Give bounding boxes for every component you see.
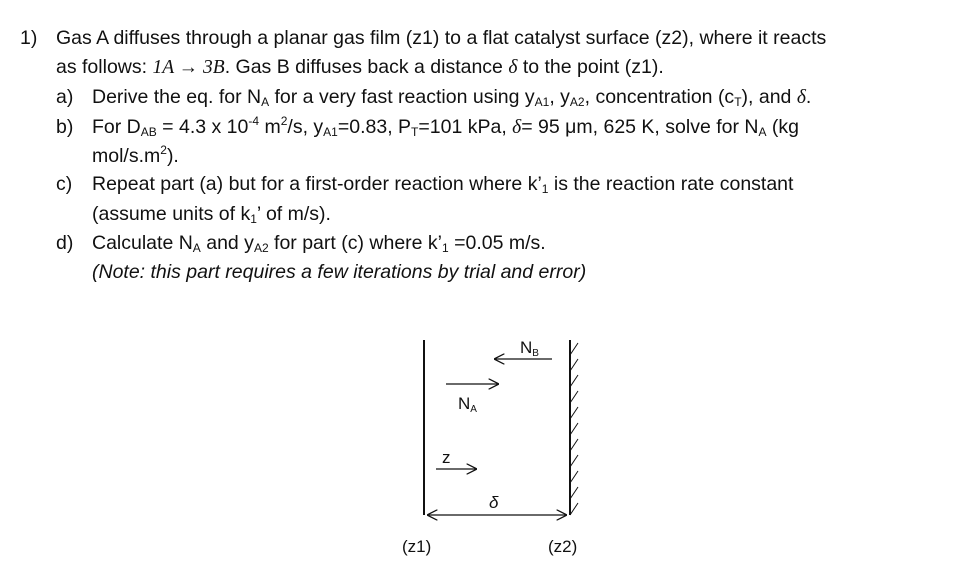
part-b-seg: ). bbox=[166, 145, 179, 167]
delta-label: δ bbox=[489, 493, 499, 512]
intro-line-1 bbox=[56, 26, 826, 50]
z1-label: (z1) bbox=[402, 537, 432, 556]
part-a-seg: , y bbox=[549, 86, 570, 108]
part-b-seg: =0.83, P bbox=[337, 116, 412, 138]
part-a-seg: . bbox=[805, 86, 812, 108]
part-b-sub: AB bbox=[140, 125, 157, 139]
part-d-text-1 bbox=[92, 231, 546, 257]
part-a-sub: A2 bbox=[569, 95, 585, 109]
part-b-sub: A1 bbox=[323, 125, 338, 139]
part-b-seg: = 95 μm, 625 K, solve for N bbox=[521, 116, 759, 138]
part-c-seg: ’ of m/s). bbox=[256, 203, 331, 225]
part-b-sub: A bbox=[758, 125, 767, 139]
part-a-text bbox=[92, 85, 811, 111]
part-b-seg: (kg bbox=[766, 116, 799, 138]
part-c-seg: (assume units of k bbox=[92, 203, 251, 225]
nb-label: NB bbox=[520, 338, 539, 359]
part-a-seg: Derive the eq. for N bbox=[92, 86, 262, 108]
part-b-seg: mol/s.m bbox=[92, 145, 161, 167]
part-b-seg: For D bbox=[92, 116, 141, 138]
part-c-label: c) bbox=[56, 173, 73, 195]
part-a-seg: ), and bbox=[741, 86, 797, 108]
reaction-equation: 1A → 3B bbox=[152, 57, 225, 78]
part-a-sub: T bbox=[734, 95, 742, 109]
intro-text-2a: as follows: bbox=[56, 56, 153, 78]
part-d-note: (Note: this part requires a few iterations by trial and error) bbox=[92, 261, 587, 283]
part-a-seg: , concentration (c bbox=[584, 86, 735, 108]
part-b-text-1 bbox=[92, 115, 799, 141]
part-b-sup: -4 bbox=[248, 114, 260, 128]
problem-number: 1) bbox=[20, 27, 38, 49]
part-a-label: a) bbox=[56, 86, 74, 108]
part-d-sub: A bbox=[192, 241, 201, 255]
part-c-seg: is the reaction rate constant bbox=[548, 173, 794, 195]
intro-text-1: Gas A diffuses through a planar gas film (z1) to a flat catalyst surface (z2), where it reacts bbox=[56, 27, 827, 49]
part-c-text-2 bbox=[92, 202, 331, 228]
part-c-sub: 1 bbox=[541, 182, 549, 196]
part-a-sub: A1 bbox=[534, 95, 550, 109]
part-d-seg: =0.05 m/s. bbox=[448, 232, 546, 254]
part-c-text-1 bbox=[92, 172, 793, 198]
part-b-seg: = 4.3 x 10 bbox=[156, 116, 249, 138]
delta-symbol: δ bbox=[796, 87, 806, 108]
intro-line-2 bbox=[56, 55, 664, 80]
part-c-seg: Repeat part (a) but for a first-order reaction where k’ bbox=[92, 173, 542, 195]
part-d-seg: and y bbox=[200, 232, 254, 254]
part-d-label: d) bbox=[56, 232, 74, 254]
part-b-text-2 bbox=[92, 144, 179, 170]
part-d-sub: A2 bbox=[253, 241, 269, 255]
part-d-sub: 1 bbox=[442, 241, 449, 255]
part-b-sub: T bbox=[411, 125, 419, 139]
part-b-seg: /s, y bbox=[287, 116, 324, 138]
catalyst-hatching bbox=[570, 343, 578, 515]
part-a-sub: A bbox=[261, 95, 270, 109]
part-b-seg: m bbox=[259, 116, 281, 138]
delta-symbol: δ bbox=[512, 117, 522, 138]
part-a-seg: for a very fast reaction using y bbox=[269, 86, 535, 108]
part-b-seg: =101 kPa, bbox=[418, 116, 513, 138]
z-label: z bbox=[442, 448, 451, 467]
na-label: NA bbox=[458, 394, 477, 415]
z2-label: (z2) bbox=[548, 537, 578, 556]
part-b-label: b) bbox=[56, 116, 74, 138]
part-b-sup: 2 bbox=[280, 114, 288, 128]
delta-symbol: δ bbox=[508, 57, 518, 78]
intro-text-2c: to the point (z1). bbox=[517, 56, 664, 78]
part-c-sub: 1 bbox=[250, 212, 257, 226]
film-diagram bbox=[360, 325, 620, 565]
part-b-sup: 2 bbox=[160, 143, 167, 157]
intro-text-2b: . Gas B diffuses back a distance bbox=[224, 56, 509, 78]
part-d-seg: Calculate N bbox=[92, 232, 193, 254]
part-d-seg: for part (c) where k’ bbox=[268, 232, 443, 254]
